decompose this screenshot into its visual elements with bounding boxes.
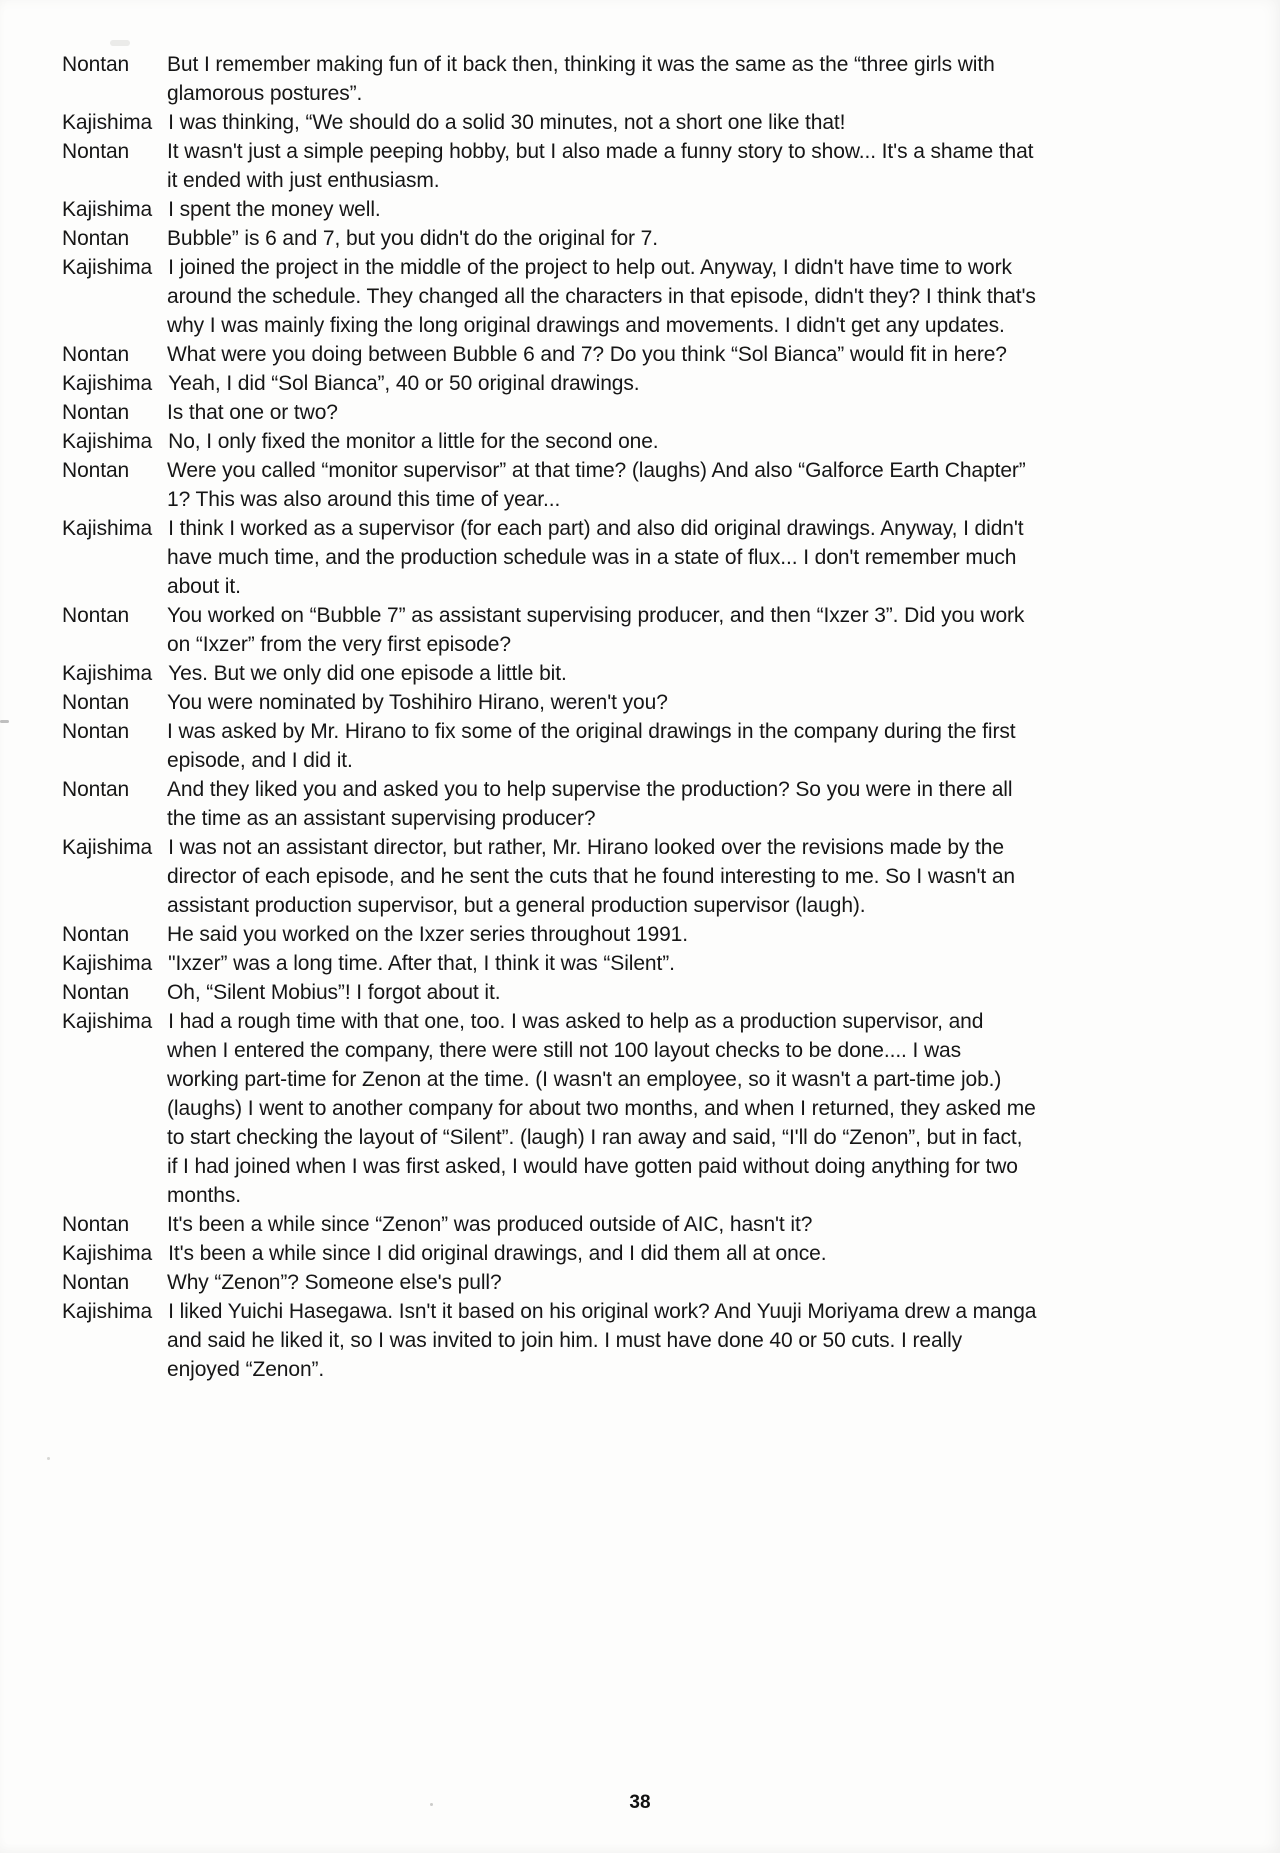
dialogue-line: [62, 1239, 1038, 1268]
dialogue-line: [62, 659, 1038, 688]
speech-text: You worked on “Bubble 7” as assistant supervising producer, and then “Ixzer 3”. Did you work on “Ixzer” from the very first episode?: [167, 604, 1025, 656]
scan-artifact-smudge: [110, 40, 130, 46]
dialogue-line: [62, 456, 1038, 514]
speech-text: It wasn't just a simple peeping hobby, but I also made a funny story to show... It's a shame that it ended with just enthusiasm.: [167, 140, 1034, 192]
speaker-name: Nontan: [62, 401, 130, 424]
speaker-name: Kajishima: [62, 111, 153, 134]
speech-text: Is that one or two?: [167, 401, 338, 424]
speech-text: And they liked you and asked you to help supervise the production? So you were in there all the time as an assistant supervising producer?: [167, 778, 1013, 830]
page-number: 38: [629, 1792, 651, 1813]
speech-text: But I remember making fun of it back then, thinking it was the same as the “three girls with glamorous postures”.: [167, 53, 995, 105]
speaker-name: Nontan: [62, 720, 130, 743]
dialogue-line: [62, 195, 1038, 224]
dialogue-line: [62, 427, 1038, 456]
speaker-name: Kajishima: [62, 1300, 153, 1323]
speech-text: I was thinking, “We should do a solid 30 minutes, not a short one like that!: [168, 111, 846, 134]
dialogue-line: [62, 253, 1038, 340]
dialogue-line: [62, 949, 1038, 978]
speaker-name: Kajishima: [62, 430, 153, 453]
speech-text: No, I only fixed the monitor a little for the second one.: [168, 430, 659, 453]
speaker-name: Nontan: [62, 53, 130, 76]
dialogue-list: [62, 50, 1038, 1384]
speaker-name: Nontan: [62, 140, 130, 163]
speaker-name: Nontan: [62, 923, 130, 946]
speaker-name: Nontan: [62, 778, 130, 801]
scan-artifact-dash: [0, 720, 9, 723]
scan-artifact-dot: [47, 1457, 50, 1460]
speech-text: Yes. But we only did one episode a little bit.: [168, 662, 567, 685]
speaker-name: Kajishima: [62, 1010, 153, 1033]
speech-text: Oh, “Silent Mobius”! I forgot about it.: [167, 981, 501, 1004]
speech-text: I liked Yuichi Hasegawa. Isn't it based on his original work? And Yuuji Moriyama drew a manga and said he liked it, so I was invited to join him. I must have done 40 or 50 cuts. I really enjoyed “Zenon”.: [167, 1300, 1037, 1381]
speaker-name: Nontan: [62, 1271, 130, 1294]
dialogue-line: [62, 775, 1038, 833]
speech-text: I spent the money well.: [168, 198, 381, 221]
speech-text: I was asked by Mr. Hirano to fix some of the original drawings in the company during the first episode, and I did it.: [167, 720, 1016, 772]
speech-text: I had a rough time with that one, too. I was asked to help as a production supervisor, and when I entered the company, there were still not 100 layout checks to be done.... I was working part-time for Zenon at the time. (I wasn't an employee, so it wasn't a part-time job.) (laughs) I went to another company for about two months, and when I returned, they asked me to start checking the layout of “Silent”. (laugh) I ran away and said, “I'll do “Zenon”, but in fact, if I had joined when I was first asked, I would have gotten paid without doing anything for two months.: [167, 1010, 1036, 1207]
dialogue-line: [62, 920, 1038, 949]
dialogue-line: [62, 601, 1038, 659]
speaker-name: Kajishima: [62, 372, 153, 395]
dialogue-line: [62, 514, 1038, 601]
speech-text: Yeah, I did “Sol Bianca”, 40 or 50 original drawings.: [168, 372, 640, 395]
speech-text: I joined the project in the middle of the project to help out. Anyway, I didn't have time to work around the schedule. They changed all the characters in that episode, didn't they? I think that's why I was mainly fixing the long original drawings and movements. I didn't get any updates.: [167, 256, 1036, 337]
dialogue-line: [62, 50, 1038, 108]
speaker-name: Kajishima: [62, 198, 153, 221]
speech-text: It's been a while since “Zenon” was produced outside of AIC, hasn't it?: [167, 1213, 813, 1236]
speaker-name: Nontan: [62, 459, 130, 482]
speaker-name: Nontan: [62, 1213, 130, 1236]
speaker-name: Kajishima: [62, 836, 153, 859]
speech-text: Were you called “monitor supervisor” at that time? (laughs) And also “Galforce Earth Chapter” 1? This was also around this time of year...: [167, 459, 1026, 511]
speech-text: What were you doing between Bubble 6 and 7? Do you think “Sol Bianca” would fit in here?: [167, 343, 1007, 366]
dialogue-line: [62, 717, 1038, 775]
speaker-name: Nontan: [62, 343, 130, 366]
dialogue-line: [62, 1268, 1038, 1297]
speaker-name: Kajishima: [62, 1242, 153, 1265]
dialogue-line: [62, 108, 1038, 137]
dialogue-line: [62, 369, 1038, 398]
speaker-name: Nontan: [62, 227, 130, 250]
dialogue-line: [62, 137, 1038, 195]
dialogue-line: [62, 224, 1038, 253]
speaker-name: Kajishima: [62, 662, 153, 685]
speech-text: "Ixzer” was a long time. After that, I think it was “Silent”.: [168, 952, 675, 975]
dialogue-line: [62, 688, 1038, 717]
speech-text: Bubble” is 6 and 7, but you didn't do the original for 7.: [167, 227, 658, 250]
speaker-name: Kajishima: [62, 256, 153, 279]
speaker-name: Nontan: [62, 691, 130, 714]
dialogue-line: [62, 1007, 1038, 1210]
dialogue-line: [62, 340, 1038, 369]
speech-text: I was not an assistant director, but rather, Mr. Hirano looked over the revisions made by the director of each episode, and he sent the cuts that he found interesting to me. So I wasn't an assistant production supervisor, but a general production supervisor (laugh).: [167, 836, 1015, 917]
speaker-name: Kajishima: [62, 517, 153, 540]
dialogue-line: [62, 978, 1038, 1007]
speaker-name: Kajishima: [62, 952, 153, 975]
speaker-name: Nontan: [62, 981, 130, 1004]
dialogue-line: [62, 1210, 1038, 1239]
dialogue-line: [62, 398, 1038, 427]
speech-text: It's been a while since I did original drawings, and I did them all at once.: [168, 1242, 827, 1265]
speech-text: I think I worked as a supervisor (for each part) and also did original drawings. Anyway, I didn't have much time, and the production schedule was in a state of flux... I don't remember much about it.: [167, 517, 1024, 598]
speech-text: He said you worked on the Ixzer series throughout 1991.: [167, 923, 688, 946]
dialogue-line: [62, 833, 1038, 920]
speech-text: Why “Zenon”? Someone else's pull?: [167, 1271, 502, 1294]
speaker-name: Nontan: [62, 604, 130, 627]
dialogue-line: [62, 1297, 1038, 1384]
speech-text: You were nominated by Toshihiro Hirano, weren't you?: [167, 691, 668, 714]
